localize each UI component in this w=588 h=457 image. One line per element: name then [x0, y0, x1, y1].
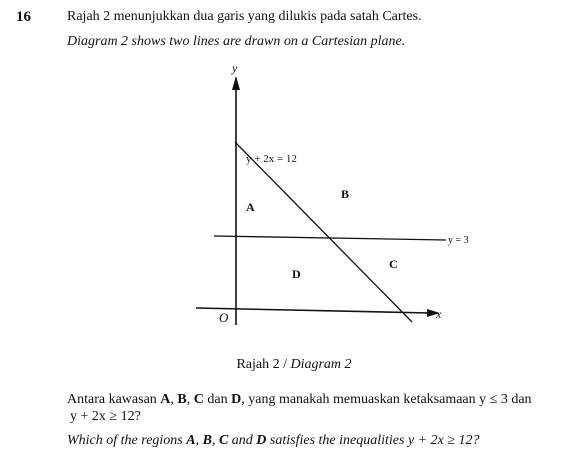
origin-label: O	[219, 310, 229, 325]
region-b-label: B	[341, 187, 350, 201]
question-stem-malay: Rajah 2 menunjukkan dua garis yang dilukis pada satah Cartes.	[67, 9, 422, 24]
diagram-caption	[0, 357, 588, 373]
caption-english: Diagram 2	[290, 357, 352, 372]
caption-malay: Rajah 2 /	[236, 357, 291, 372]
line-y-plus-2x-label: y + 2x = 12	[246, 153, 297, 165]
x-axis-label: x	[436, 307, 442, 321]
line-y-plus-2x-equals-12	[235, 142, 412, 322]
prompt-malay-line1: Antara kawasan A, B, C dan D, yang manakah memuaskan ketaksamaan y ≤ 3 dan	[67, 392, 532, 407]
line-y-equals-3-label: y = 3	[448, 235, 469, 246]
prompt-malay-line2: y + 2x ≥ 12?	[70, 409, 141, 424]
region-a-label: A	[246, 200, 255, 214]
question-stem-english: Diagram 2 shows two lines are drawn on a Cartesian plane.	[67, 34, 406, 49]
region-c-label: C	[389, 257, 398, 271]
x-axis	[196, 308, 430, 313]
question-number: 16	[16, 9, 31, 25]
prompt-english: Which of the regions A, B, C and D satisfies the inequalities y + 2x ≥ 12?	[67, 433, 480, 448]
y-axis-arrow	[232, 76, 240, 90]
region-d-label: D	[292, 267, 301, 281]
y-axis-label: y	[232, 61, 238, 75]
